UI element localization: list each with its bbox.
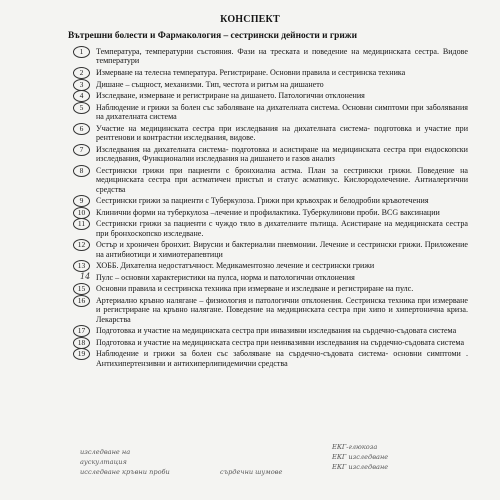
item-text: Наблюдение и грижи за болен със заболяване на дихателната система. Основни симптоми при заболявания на дихателната система bbox=[96, 102, 468, 122]
list-item bbox=[77, 207, 468, 217]
handwritten-note: изследване на bbox=[80, 448, 131, 456]
list-item bbox=[77, 337, 468, 347]
item-text: Сестрински грижи за пациенти с Туберкулоза. Грижи при кръвохрак и белодробни кръвотечения bbox=[96, 196, 429, 206]
item-number: 12 bbox=[73, 239, 90, 251]
handwritten-note: аускултация bbox=[80, 458, 127, 466]
handwritten-note: ЕКГ изследване bbox=[332, 463, 389, 471]
list-item bbox=[79, 47, 468, 66]
handwritten-note: ЕКГ изследване bbox=[332, 453, 389, 461]
item-number: 2 bbox=[73, 67, 90, 79]
list-item bbox=[79, 123, 468, 143]
item-text: ХОББ. Дихателна недостатъчност. Медикаментозно лечение и сестрински грижи bbox=[96, 261, 375, 271]
handwritten-note: сърдечни шумове bbox=[220, 468, 283, 476]
item-text: Сестрински грижи за пациенти с чуждо тяло в дихателните пътища. Асистиране на медицинската сестра при бронхоскопско изследване. bbox=[96, 219, 468, 238]
item-text: Изследвания на дихателната система- подготовка и асистиране на медицинската сестра при ендоскопски изследвания, Функционални изследвания на дишането и газов анализ bbox=[96, 144, 468, 164]
item-number: 6 bbox=[73, 123, 90, 135]
list-item bbox=[77, 295, 468, 324]
item-number: 18 bbox=[73, 337, 90, 349]
item-number: 10 bbox=[73, 207, 90, 219]
item-text: Температура, температурни състояния. Фази на треската и поведение на медицинската сестра. Видове температури bbox=[96, 47, 468, 66]
item-text: Остър и хроничен бронхит. Вирусни и бактериални пневмонии. Лечение и сестрински грижи. Приложение на антибиотици и химиотерапевтици bbox=[96, 240, 468, 259]
item-number: 5 bbox=[73, 102, 90, 114]
list-item bbox=[77, 326, 468, 336]
item-number: 16 bbox=[73, 295, 90, 307]
item-text: Измерване на телесна температура. Регистриране. Основни правила и сестринска техника bbox=[96, 68, 406, 77]
item-number: 13 bbox=[73, 260, 90, 272]
list-item bbox=[79, 165, 468, 194]
list-item bbox=[79, 79, 468, 89]
item-number: 14 bbox=[80, 271, 91, 281]
item-number: 8 bbox=[73, 165, 90, 177]
topic-list bbox=[77, 47, 468, 370]
item-number: 19 bbox=[73, 348, 90, 360]
list-item bbox=[79, 91, 468, 101]
item-text: Основни правила и сестринска техника при измерване и изследване и регистриране на пулс. bbox=[96, 284, 414, 294]
item-number: 15 bbox=[73, 283, 90, 295]
item-text: Дишане – същност, механизми. Тип, честота и ритъм на дишането bbox=[96, 79, 324, 89]
list-item bbox=[77, 219, 468, 238]
document-title: КОНСПЕКТ bbox=[220, 14, 280, 25]
item-text: Подготовка и участие на медицинската сестра при инвазивни изследвания на сърдечно-съдовата система bbox=[96, 326, 457, 336]
list-item bbox=[79, 196, 468, 206]
list-item bbox=[79, 102, 468, 122]
item-text: Изследване, измерване и регистриране на дишането. Патологични отклонения bbox=[96, 91, 365, 101]
list-item bbox=[79, 68, 468, 77]
list-item bbox=[77, 349, 468, 368]
handwritten-note: ЕКГ-глюкоза bbox=[332, 443, 378, 451]
item-number: 4 bbox=[73, 90, 90, 102]
item-text: Артериално кръвно налягане – физиология и патологични отклонения. Сестринска техника при измерване и регистриране на кръвно налягане. Поведение на медицинската сестра при хипо и хипертонична криза. Лекарства bbox=[96, 295, 468, 324]
item-number: 7 bbox=[73, 144, 90, 156]
item-number: 3 bbox=[73, 79, 90, 91]
handwritten-note: исследване кръвни проби bbox=[80, 468, 170, 476]
document-subtitle: Вътрешни болести и Фармакология – сестрински дейности и грижи bbox=[68, 31, 357, 41]
handwritten-notes bbox=[70, 443, 490, 483]
item-number: 9 bbox=[73, 195, 90, 207]
item-number: 17 bbox=[73, 325, 90, 337]
list-item bbox=[77, 261, 468, 271]
item-text: Пулс – основни характеристики на пулса, норма и патологични отклонения bbox=[96, 272, 355, 282]
item-text: Клинични форми на туберкулоза –лечение и профилактика. Туберкулинови проби. BCG ваксинации bbox=[96, 207, 440, 217]
item-text: Сестрински грижи при пациенти с бронхиална астма. План за сестрински грижи. Поведение на медицинската сестра при астматичен пристъп и статус асматикус. Кислородолечение. Антиалергични средства bbox=[96, 165, 468, 194]
list-item bbox=[77, 240, 468, 259]
item-number: 1 bbox=[73, 46, 90, 58]
item-text: Подготовка и участие на медицинската сестра при неинвазивни изследвания на сърдечно-съдовата система bbox=[96, 337, 465, 347]
list-item bbox=[80, 271, 468, 282]
item-number: 11 bbox=[73, 218, 90, 230]
list-item bbox=[77, 284, 468, 294]
list-item bbox=[79, 144, 468, 164]
item-text: Наблюдение и грижи за болен със заболяване на сърдечно-съдовата система- основни симптоми . Антихипертензивни и антихиперлипидемични средства bbox=[96, 349, 468, 368]
item-text: Участие на медицинската сестра при изследвания на дихателната система- подготовка и участие при рентгенови и контрастни изследвания, видове. bbox=[96, 123, 468, 143]
